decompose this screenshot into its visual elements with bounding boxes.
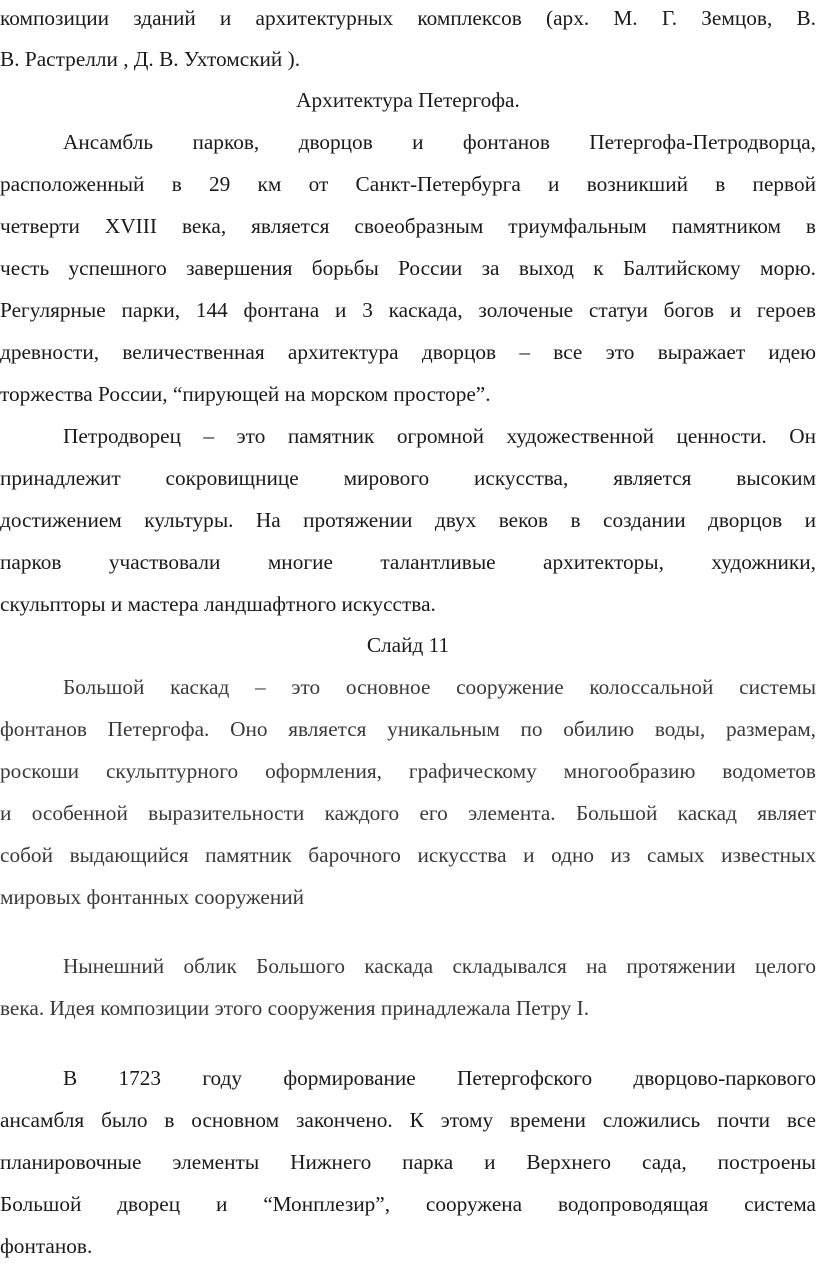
text-line: фонтанов. [0, 1234, 93, 1258]
section-heading: Архитектура Петергофа. [296, 88, 520, 112]
text-line: планировочные элементы Нижнего парка и Верхнего сада, построены [0, 1150, 816, 1174]
text-line: Большой каскад – это основное сооружение колоссальной системы [63, 675, 816, 699]
text-line: ансамбля было в основном закончено. К этому времени сложились почти все [0, 1108, 816, 1132]
text-line: собой выдающийся памятник барочного искусства и одно из самых известных [0, 843, 816, 867]
text-line: фонтанов Петергофа. Оно является уникальным по обилию воды, размерам, [0, 717, 816, 741]
text-line: Нынешний облик Большого каскада складывался на протяжении целого [63, 954, 816, 978]
text-line: принадлежит сокровищнице мирового искусства, является высоким [0, 466, 816, 490]
text-line: древности, величественная архитектура дворцов – все это выражает идею [0, 340, 816, 364]
text-line: Петродворец – это памятник огромной художественной ценности. Он [63, 424, 816, 448]
text-line: честь успешного завершения борьбы России за выход к Балтийскому морю. [0, 256, 816, 280]
text-line: В 1723 году формирование Петергофского дворцово-паркового [63, 1066, 816, 1090]
text-line: четверти XVIII века, является своеобразным триумфальным памятником в [0, 214, 816, 238]
text-line: композиции зданий и архитектурных комплексов (арх. М. Г. Земцов, В. [0, 6, 816, 30]
text-line: и особенной выразительности каждого его элемента. Большой каскад являет [0, 801, 816, 825]
text-line: торжества России, “пирующей на морском просторе”. [0, 382, 491, 406]
text-line: роскоши скульптурного оформления, графическому многообразию водометов [0, 759, 816, 783]
text-line: скульпторы и мастера ландшафтного искусства. [0, 592, 436, 616]
text-line: расположенный в 29 км от Санкт-Петербурга и возникший в первой [0, 172, 816, 196]
text-line: достижением культуры. На протяжении двух веков в создании дворцов и [0, 508, 816, 532]
text-line: В. Растрелли , Д. В. Ухтомский ). [0, 47, 301, 71]
text-line: парков участвовали многие талантливые архитекторы, художники, [0, 550, 816, 574]
slide-heading: Слайд 11 [366, 633, 450, 657]
text-line: мировых фонтанных сооружений [0, 885, 305, 909]
text-line: Регулярные парки, 144 фонтана и 3 каскада, золоченые статуи богов и героев [0, 298, 816, 322]
text-line: века. Идея композиции этого сооружения принадлежала Петру I. [0, 996, 590, 1020]
text-line: Ансамбль парков, дворцов и фонтанов Петергофа-Петродворца, [63, 130, 816, 154]
text-line: Большой дворец и “Монплезир”, сооружена водопроводящая система [0, 1192, 816, 1216]
